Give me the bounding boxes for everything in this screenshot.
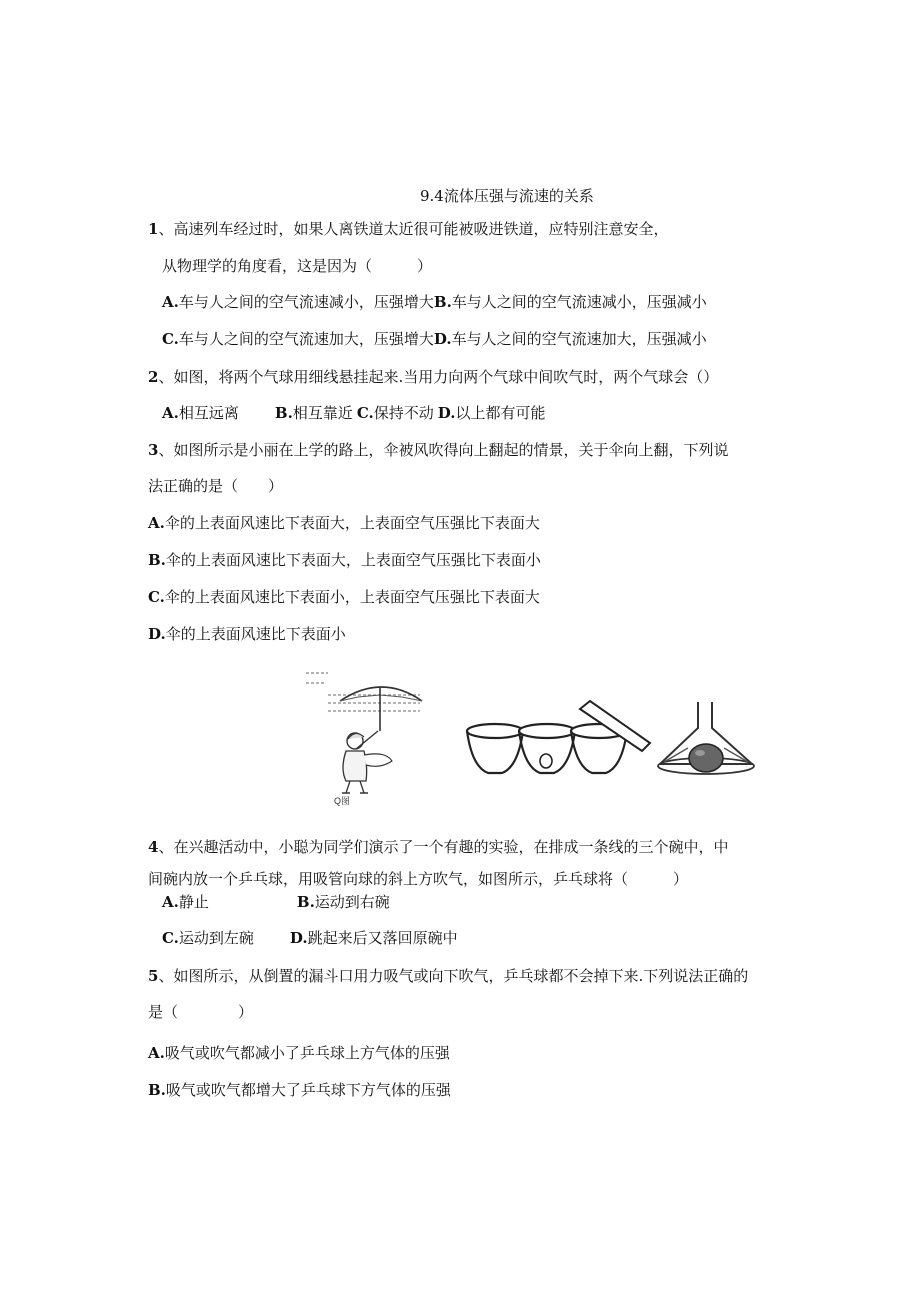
q4-option-d-label: D.	[289, 929, 308, 947]
q2-option-d-label: D.	[437, 404, 456, 422]
q5-option-a: 吸气或吹气都减小了乒乓球上方气体的压强	[164, 1044, 450, 1062]
q3-option-a-line	[148, 513, 540, 533]
q1-stem-line1	[148, 219, 668, 239]
q1-options-ab	[162, 292, 707, 312]
q3-option-b-line	[148, 550, 541, 570]
ping-pong-ball	[540, 754, 552, 768]
q4-number: 4	[148, 838, 159, 856]
q5-option-a-label: A.	[148, 1044, 165, 1062]
q2-options	[162, 403, 545, 423]
q4-options-ab	[162, 892, 390, 912]
funnel-figure	[654, 700, 760, 782]
q1-option-a: 车与人之间的空气流速减小，压强增大	[178, 293, 434, 311]
q1-stem-line2: 从物理学的角度看，这是因为（ ）	[162, 257, 433, 275]
q3-stem-text1: 、如图所示是小丽在上学的路上，伞被风吹得向上翻起的情景，关于伞向上翻，下列说	[158, 441, 729, 459]
q3-option-a: 伞的上表面风速比下表面大，上表面空气压强比下表面大	[164, 514, 540, 532]
q3-option-a-label: A.	[148, 514, 165, 532]
q1-option-a-label: A.	[162, 293, 179, 311]
three-bowls-figure	[462, 695, 658, 785]
q4-option-c: 运动到左碗	[178, 929, 254, 947]
q4-option-d: 跳起来后又落回原碗中	[307, 929, 458, 947]
q3-option-c: 伞的上表面风速比下表面小，上表面空气压强比下表面大	[164, 588, 540, 606]
q1-number: 1	[148, 220, 159, 238]
q3-option-d-label: D.	[148, 625, 166, 643]
q3-option-b-label: B.	[148, 551, 166, 569]
umbrella-figure-caption: Q图	[334, 796, 351, 806]
q2-option-c: 保持不动	[373, 404, 434, 422]
q2-stem	[148, 367, 718, 387]
q1-option-c-label: C.	[162, 330, 179, 348]
q2-option-a-label: A.	[162, 404, 179, 422]
q3-stem-line2: 法正确的是（ ）	[148, 477, 284, 495]
bowl-left	[467, 724, 523, 738]
q4-stem-text1: 、在兴趣活动中，小聪为同学们演示了一个有趣的实验，在排成一条线的三个碗中，中	[158, 838, 729, 856]
q4-stem-line2: 间碗内放一个乒乓球，用吸管向球的斜上方吹气，如图所示，乒乓球将（ ）	[148, 870, 689, 888]
q1-stem-text1: 、高速列车经过时，如果人离铁道太近很可能被吸进铁道，应特别注意安全，	[158, 220, 669, 238]
q2-number: 2	[148, 368, 159, 386]
q1-option-b: 车与人之间的空气流速减小，压强减小	[451, 293, 707, 311]
q4-option-c-label: C.	[162, 929, 179, 947]
q4-option-b: 运动到右碗	[314, 893, 390, 911]
q5-option-b-label: B.	[148, 1081, 166, 1099]
q4-option-a: 静止	[178, 893, 209, 911]
q4-stem-line1	[148, 837, 728, 857]
q2-option-b: 相互靠近	[292, 404, 353, 422]
q5-stem-line2: 是（ ）	[148, 1003, 254, 1021]
q2-option-d: 以上都有可能	[455, 404, 546, 422]
q3-option-c-line	[148, 587, 540, 607]
q4-option-b-label: B.	[296, 893, 315, 911]
q2-option-a: 相互远离	[178, 404, 239, 422]
q1-option-b-label: B.	[433, 293, 452, 311]
q5-option-b: 吸气或吹气都增大了乒乓球下方气体的压强	[165, 1081, 451, 1099]
q5-stem-line1	[148, 966, 748, 986]
umbrella-girl-figure	[300, 665, 430, 807]
q3-number: 3	[148, 441, 159, 459]
q2-option-c-label: C.	[356, 404, 374, 422]
q3-option-b: 伞的上表面风速比下表面大，上表面空气压强比下表面小	[165, 551, 541, 569]
q4-options-cd	[162, 928, 458, 948]
funnel-ping-pong-ball	[689, 744, 723, 772]
q5-stem-text1: 、如图所示，从倒置的漏斗口用力吸气或向下吹气，乒乓球都不会掉下来.下列说法正确的	[158, 967, 749, 985]
wind-lines	[306, 673, 420, 711]
q3-stem-line1	[148, 440, 728, 460]
q3-option-d-line	[148, 624, 346, 644]
q5-option-a-line	[148, 1043, 450, 1063]
girl-body	[343, 751, 367, 781]
q1-option-d: 车与人之间的空气流速加大，压强减小	[451, 330, 707, 348]
q5-number: 5	[148, 967, 159, 985]
q3-option-c-label: C.	[148, 588, 165, 606]
q2-stem-text: 、如图，将两个气球用细线悬挂起来.当用力向两个气球中间吹气时，两个气球会（）	[158, 368, 719, 386]
q1-option-c: 车与人之间的空气流速加大，压强增大	[178, 330, 434, 348]
bowl-middle	[519, 724, 575, 738]
page-title: 9.4流体压强与流速的关系	[420, 187, 594, 205]
q2-option-b-label: B.	[274, 404, 293, 422]
q1-options-cd	[162, 329, 707, 349]
q5-option-b-line	[148, 1080, 451, 1100]
q3-option-d: 伞的上表面风速比下表面小	[165, 625, 346, 643]
q4-option-a-label: A.	[162, 893, 179, 911]
q1-option-d-label: D.	[433, 330, 452, 348]
